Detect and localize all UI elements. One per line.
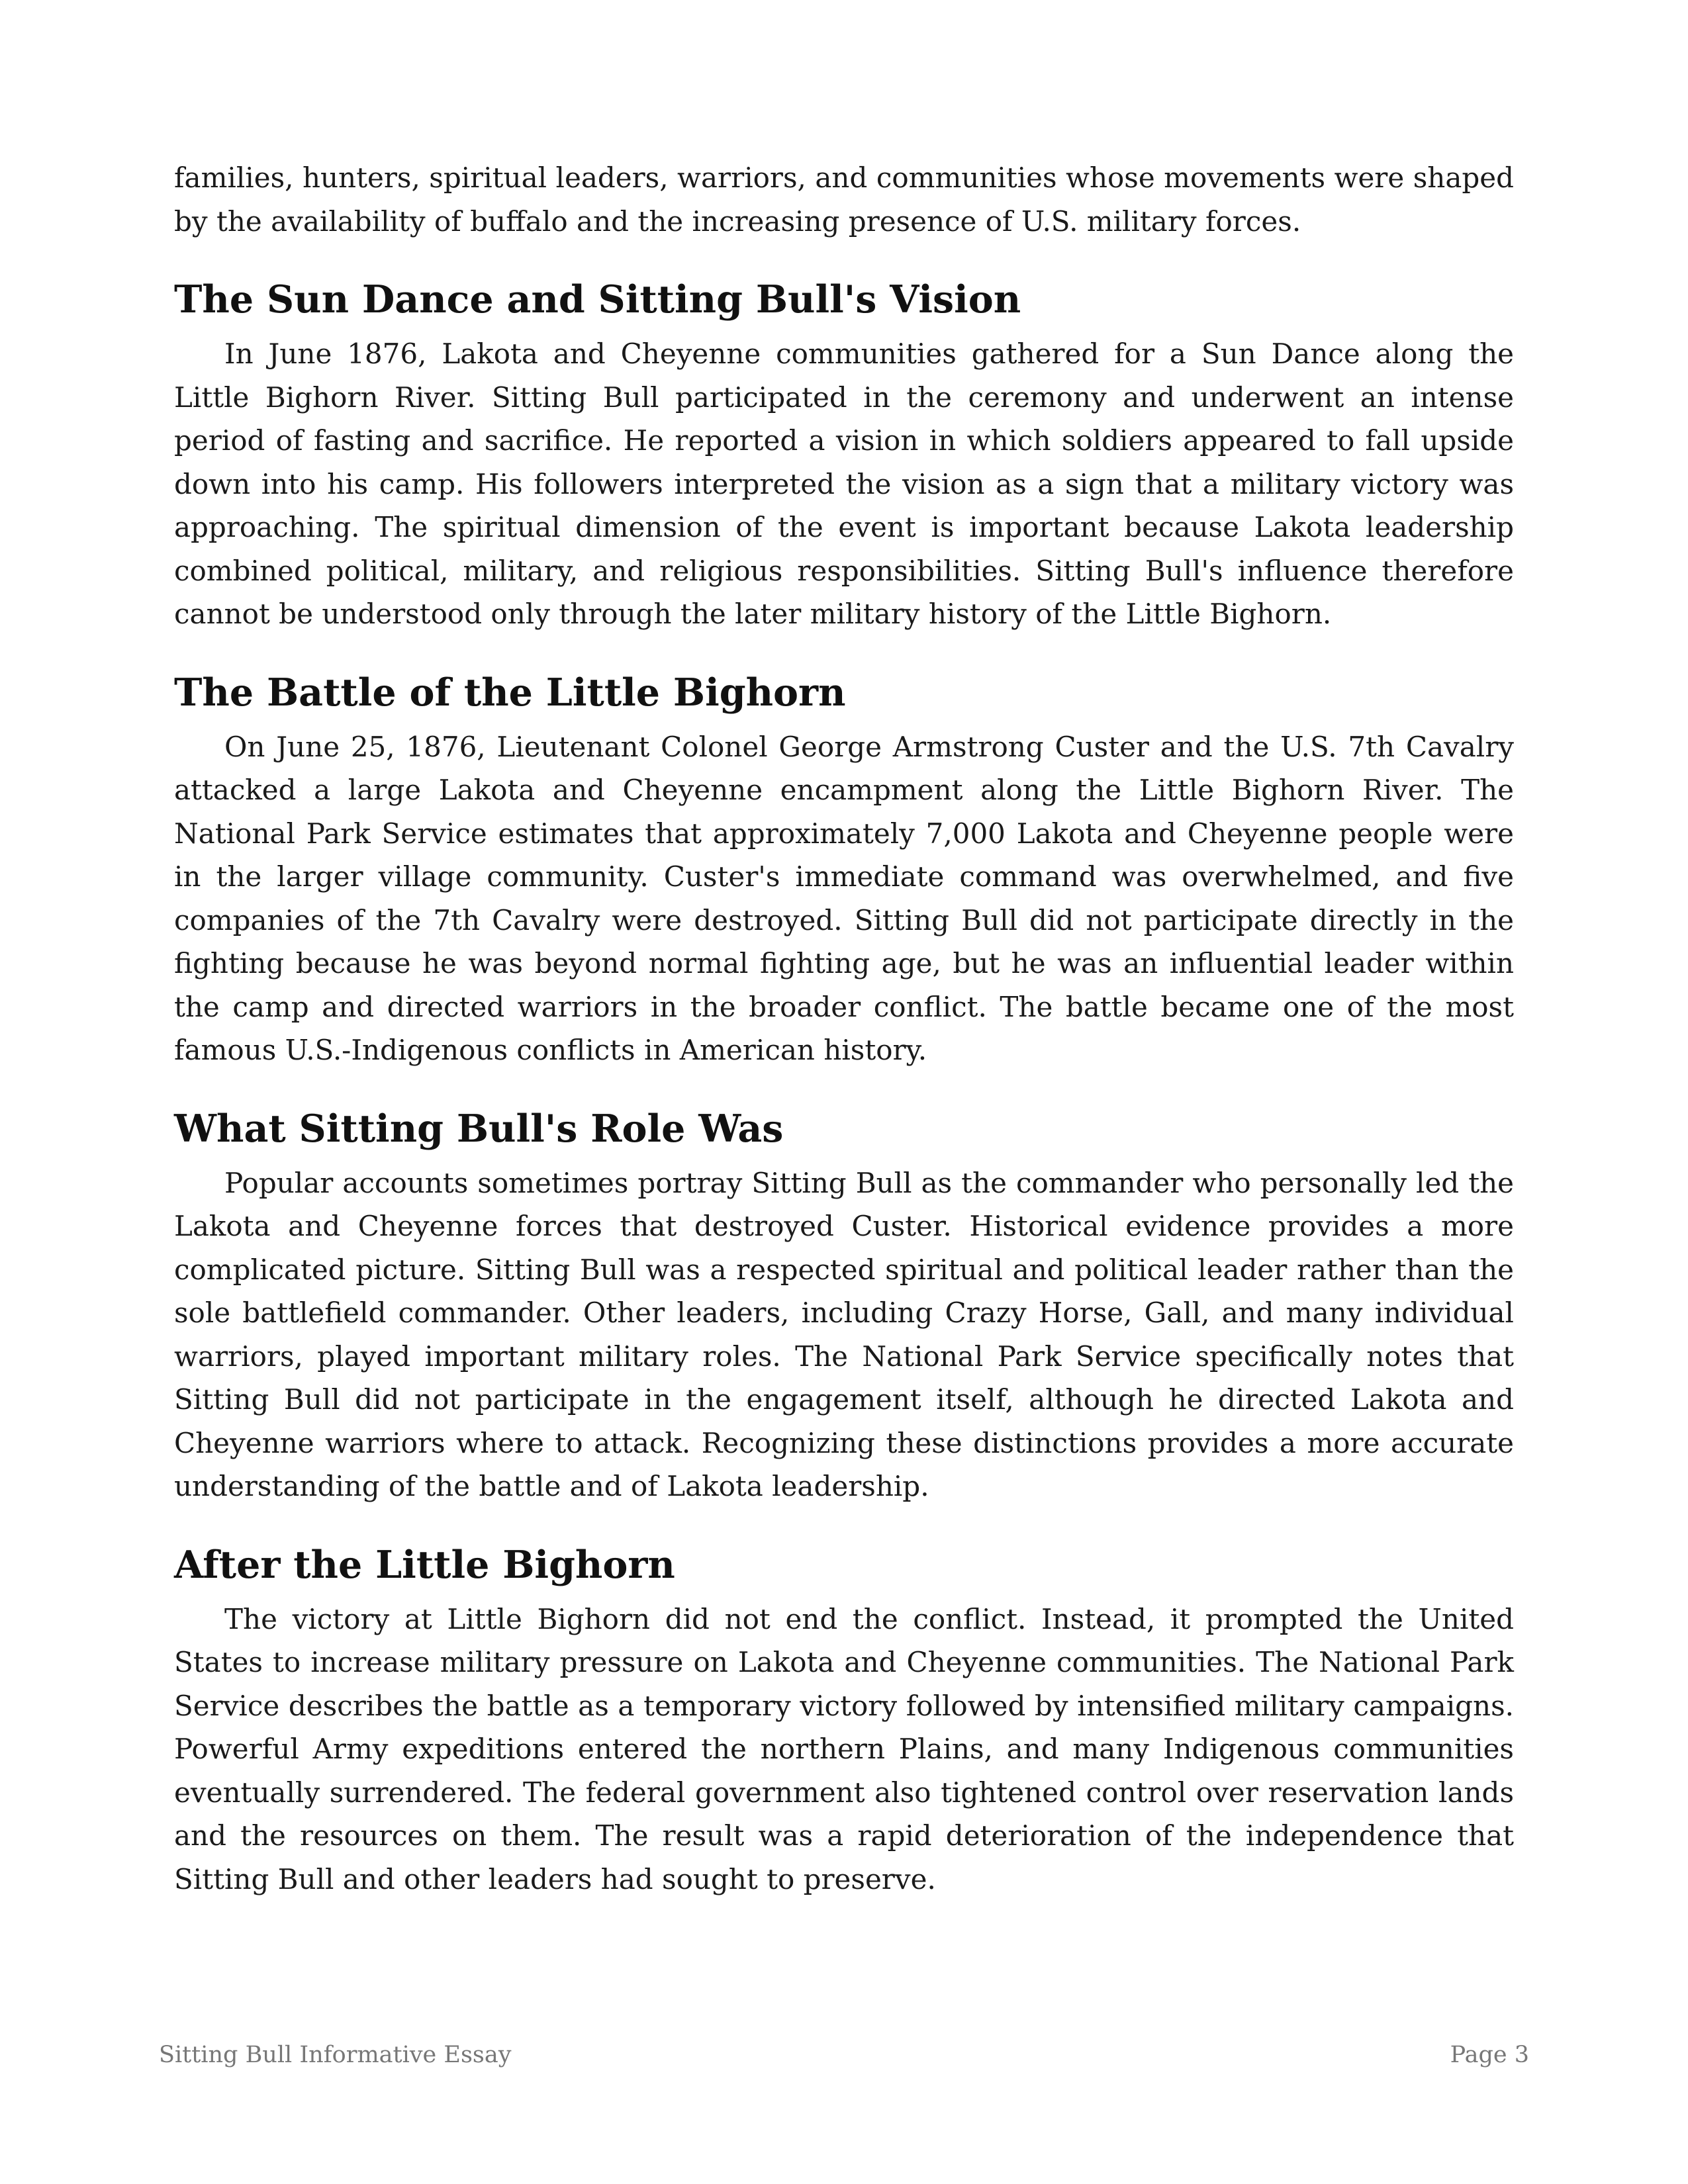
footer-document-title: Sitting Bull Informative Essay [159, 2042, 512, 2068]
section-heading-role: What Sitting Bull's Role Was [174, 1106, 784, 1151]
section-body-sun-dance: In June 1876, Lakota and Cheyenne communities gathered for a Sun Dance along the Little Bighorn River. Sitting Bull participated in the ceremony and underwent an intense period of fasting and sacrifice. He reported a vision in which soldiers appeared to fall upside down into his camp. His followers interpreted the vision as a sign that a military victory was approaching. The spiritual dimension of the event is important because Lakota leadership combined political, military, and religious responsibilities. Sitting Bull's influence therefore cannot be understood only through the later military history of the Little Bighorn. [174, 338, 1514, 630]
section-heading-sun-dance: The Sun Dance and Sitting Bull's Vision [174, 277, 1021, 322]
intro-continuation-paragraph: families, hunters, spiritual leaders, warriors, and communities whose movements were shaped by the availability of buffalo and the increasing presence of U.S. military forces. [174, 161, 1514, 238]
section-heading-battle: The Battle of the Little Bighorn [174, 670, 846, 715]
section-body-aftermath: The victory at Little Bighorn did not end the conflict. Instead, it prompted the United States to increase military pressure on Lakota and Cheyenne communities. The National Park Service describes the battle as a temporary victory followed by intensified military campaigns. Powerful Army expeditions entered the northern Plains, and many Indigenous communities eventually surrendered. The federal government also tightened control over reservation lands and the resources on them. The result was a rapid deterioration of the independence that Sitting Bull and other leaders had sought to preserve. [174, 1602, 1514, 1895]
footer-page-number: Page 3 [1450, 2042, 1529, 2068]
section-heading-aftermath: After the Little Bighorn [174, 1542, 675, 1587]
section-body-battle: On June 25, 1876, Lieutenant Colonel George Armstrong Custer and the U.S. 7th Cavalry attacked a large Lakota and Cheyenne encampment along the Little Bighorn River. The National Park Service estimates that approximately 7,000 Lakota and Cheyenne people were in the larger village community. Custer's immediate command was overwhelmed, and five companies of the 7th Cavalry were destroyed. Sitting Bull did not participate directly in the fighting because he was beyond normal fighting age, but he was an influential leader within the camp and directed warriors in the broader conflict. The battle became one of the most famous U.S.-Indigenous conflicts in American history. [174, 730, 1514, 1066]
document-body [174, 156, 1514, 1901]
section-body-role: Popular accounts sometimes portray Sitting Bull as the commander who personally led the Lakota and Cheyenne forces that destroyed Custer. Historical evidence provides a more complicated picture. Sitting Bull was a respected spiritual and political leader rather than the sole battlefield commander. Other leaders, including Crazy Horse, Gall, and many individual warriors, played important military roles. The National Park Service specifically notes that Sitting Bull did not participate in the engagement itself, although he directed Lakota and Cheyenne warriors where to attack. Recognizing these distinctions provides a more accurate understanding of the battle and of Lakota leadership. [174, 1166, 1514, 1502]
